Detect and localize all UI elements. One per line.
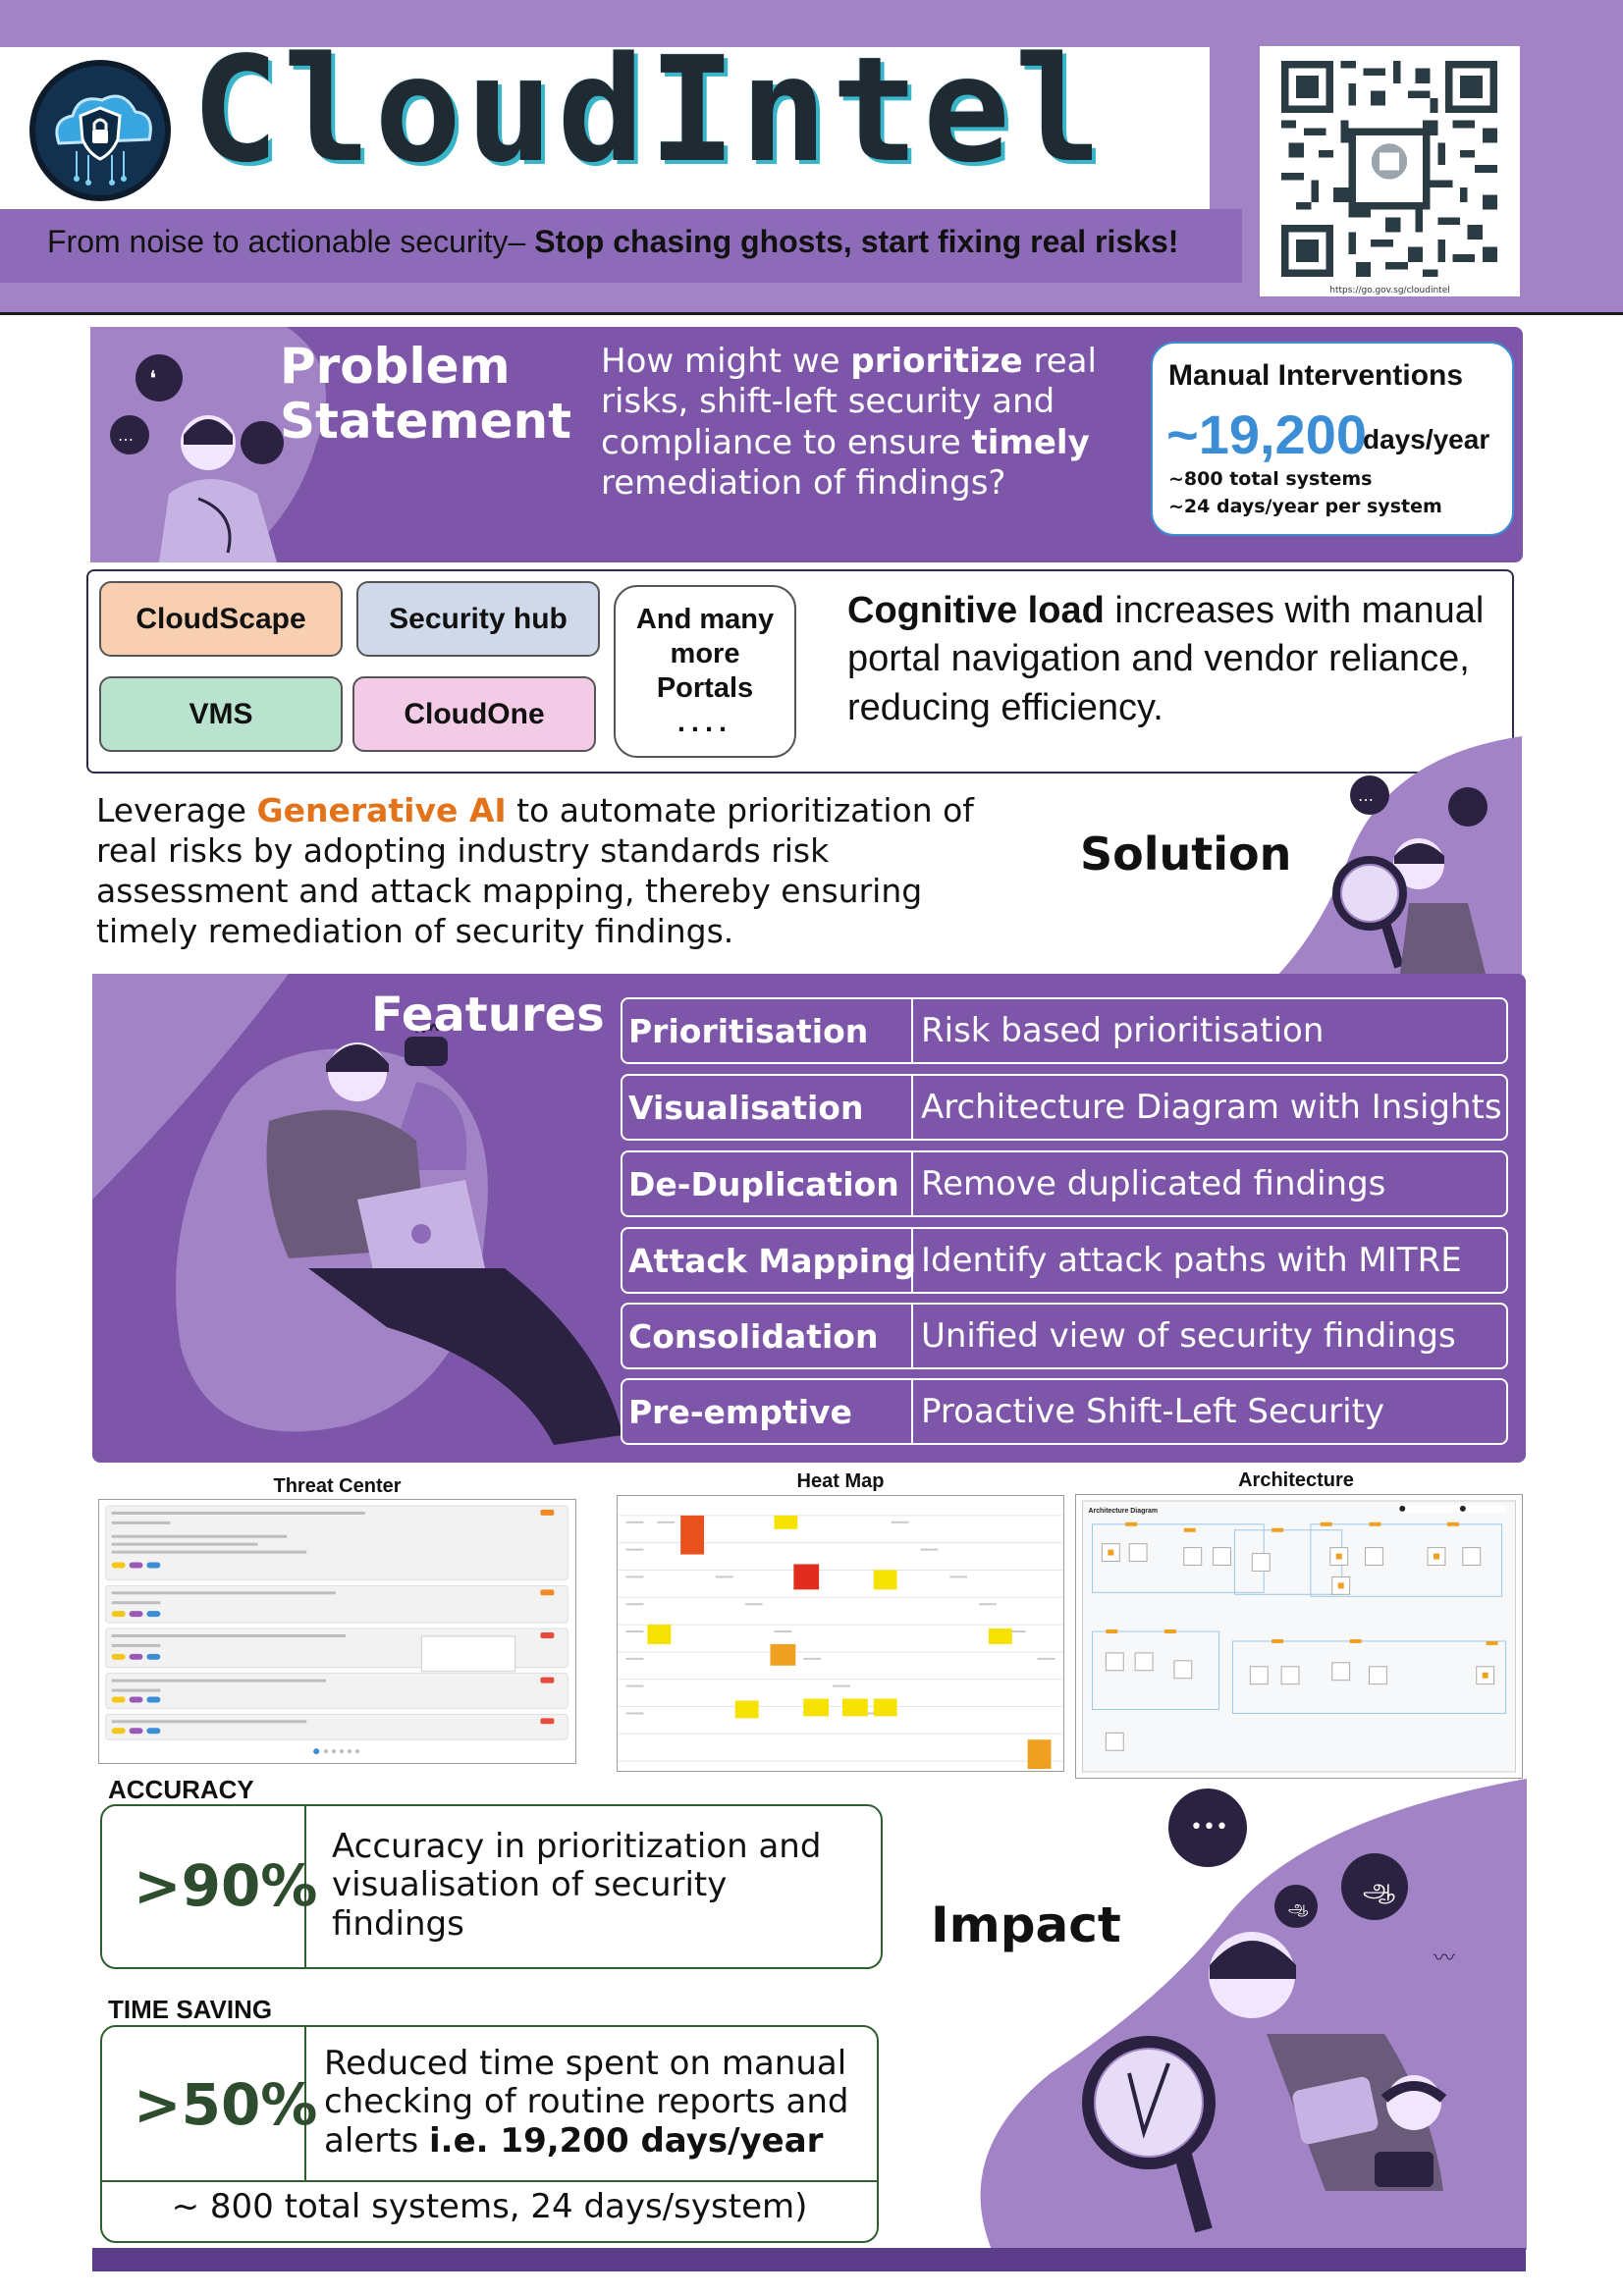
solution-heading: Solution	[1080, 828, 1292, 881]
problem-heading-line1: Problem	[280, 338, 511, 395]
accuracy-value: >90%	[134, 1852, 318, 1919]
time-saving-footnote: ~ 800 total systems, 24 days/system)	[171, 2187, 808, 2226]
accuracy-description: Accuracy in prioritization and visualisation of security findings	[332, 1827, 822, 1944]
portal-more-line3: Portals	[656, 672, 754, 704]
threat-center-screenshot	[98, 1499, 576, 1764]
svg-text:❛: ❛	[149, 367, 157, 392]
svg-text:ஆ: ஆ	[1288, 1897, 1309, 1916]
svg-text:…: …	[118, 426, 134, 445]
time-saving-value: >50%	[134, 2071, 318, 2138]
manual-interventions-value: ~19,200	[1166, 403, 1367, 465]
manual-interventions-per-system: ~24 days/year per system	[1168, 496, 1442, 517]
problem-heading-line2: Statement	[280, 393, 571, 450]
qr-url[interactable]: https://go.gov.sg/cloudintel	[1329, 286, 1450, 295]
portal-vms: VMS	[99, 676, 343, 752]
feature-row-de-duplication	[621, 1150, 1508, 1217]
time-saving-row-divider	[100, 2180, 879, 2182]
feature-description: Proactive Shift-Left Security	[921, 1392, 1385, 1431]
tagline-plain: From noise to actionable security–	[47, 224, 535, 259]
portal-many-more	[614, 585, 796, 758]
time-saving-label: TIME SAVING	[108, 1995, 273, 2024]
tagline	[47, 224, 1178, 260]
problem-q-part1: How might we	[601, 342, 851, 381]
feature-name: Consolidation	[622, 1305, 913, 1367]
cognitive-load-bold: Cognitive load	[847, 590, 1105, 631]
problem-q-bold1: prioritize	[850, 342, 1023, 381]
cognitive-load-rest: increases with manual portal navigation and vendor reliance, reducing efficiency.	[847, 590, 1485, 728]
manual-interventions-systems: ~800 total systems	[1168, 468, 1373, 490]
qr-code-icon[interactable]	[1281, 61, 1497, 277]
heat-map-screenshot	[617, 1495, 1064, 1772]
architecture-diagram-title: Architecture Diagram	[1088, 1507, 1159, 1515]
threat-center-label: Threat Center	[273, 1475, 402, 1497]
svg-text:ஆ: ஆ	[1363, 1874, 1395, 1903]
feature-name: Pre-emptive	[622, 1380, 913, 1443]
feature-name: Attack Mapping	[622, 1229, 913, 1292]
accuracy-label: ACCURACY	[108, 1775, 254, 1804]
architecture-label: Architecture	[1238, 1469, 1354, 1491]
portal-security-hub: Security hub	[356, 581, 600, 657]
header-divider	[0, 312, 1623, 315]
feature-description: Identify attack paths with MITRE	[921, 1241, 1462, 1280]
people-magnifier-impact-illustration	[972, 1779, 1527, 2250]
feature-row-consolidation	[621, 1303, 1508, 1369]
cloud-shield-logo-icon	[22, 57, 179, 204]
cognitive-load-text	[847, 587, 1515, 732]
svg-text:•••: •••	[1190, 1815, 1228, 1840]
problem-question	[601, 342, 1151, 505]
feature-description: Remove duplicated findings	[921, 1164, 1386, 1203]
portal-cloudone: CloudOne	[352, 676, 596, 752]
solution-text-post: to automate prioritization of real risks by adopting industry standards risk assessment and attack mapping, thereby ensuring timely remediation of security findings.	[96, 791, 974, 950]
app-title: CloudIntel	[191, 26, 1107, 194]
feature-description: Unified view of security findings	[921, 1316, 1456, 1356]
feature-row-attack-mapping	[621, 1227, 1508, 1294]
feature-row-prioritisation	[621, 997, 1508, 1064]
problem-q-part3: remediation of findings?	[601, 463, 1006, 504]
solution-description	[96, 791, 1000, 952]
footer-bar	[92, 2248, 1526, 2271]
feature-description: Risk based prioritisation	[921, 1011, 1325, 1050]
architecture-diagram-screenshot	[1075, 1494, 1523, 1779]
time-saving-text-bold: i.e. 19,200 days/year	[429, 2120, 824, 2161]
feature-name: Visualisation	[622, 1076, 913, 1139]
person-magnifier-illustration	[1262, 736, 1522, 982]
solution-text-highlight: Generative AI	[256, 791, 507, 829]
problem-q-part2: real risks, shift-left security and compliance to ensure	[601, 342, 1097, 462]
problem-heading	[280, 339, 571, 449]
portal-more-line1: And many	[635, 604, 775, 636]
heat-map-label: Heat Map	[796, 1470, 885, 1492]
feature-description: Architecture Diagram with Insights	[921, 1088, 1502, 1127]
feature-name: Prioritisation	[622, 999, 913, 1062]
tagline-bold: Stop chasing ghosts, start fixing real risks!	[534, 224, 1179, 259]
svg-text:〰: 〰	[1434, 1947, 1456, 1971]
svg-text:…: …	[1358, 786, 1374, 805]
person-with-laptop-illustration	[92, 974, 681, 1463]
problem-q-bold2: timely	[971, 422, 1090, 462]
portal-more-line2: more	[670, 638, 740, 670]
time-saving-description	[324, 2045, 874, 2161]
time-saving-text: Reduced time spent on manual checking of routine reports and alerts	[324, 2044, 849, 2161]
feature-name: De-Duplication	[622, 1152, 913, 1215]
portal-cloudscape: CloudScape	[99, 581, 343, 657]
feature-row-pre-emptive	[621, 1378, 1508, 1445]
portal-more-dots: ....	[676, 706, 733, 738]
manual-interventions-unit: days/year	[1363, 424, 1490, 454]
feature-row-visualisation	[621, 1074, 1508, 1141]
impact-heading: Impact	[931, 1896, 1121, 1953]
solution-text-pre: Leverage	[96, 791, 257, 829]
features-heading: Features	[371, 988, 605, 1042]
manual-interventions-title: Manual Interventions	[1168, 359, 1464, 392]
